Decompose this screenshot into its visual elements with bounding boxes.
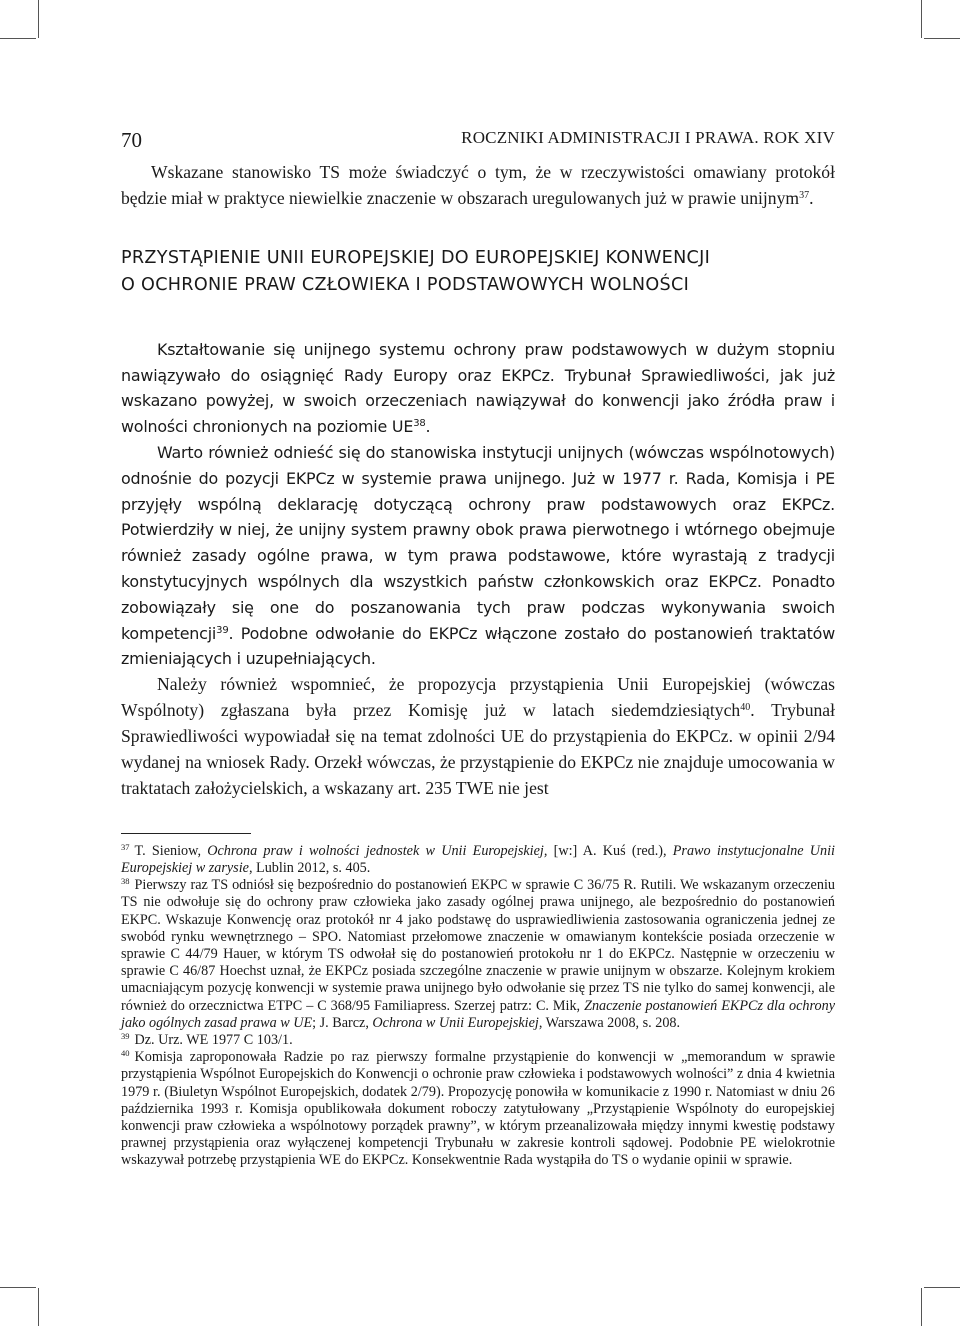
crop-mark	[921, 1288, 922, 1326]
footnote: $^{37}$ T. Sieniow, Ochrona praw i wolności jednostek w Unii Europejskiej, [w:] A. Kuś (red.), Prawo instytucjonalne Unii Europejskiej w zarysie, Lublin 2012, s. 405.	[121, 841, 835, 876]
running-title: ROCZNIKI ADMINISTRACJI I PRAWA. ROK XIV	[461, 128, 835, 147]
footnote-ref: 40	[740, 702, 751, 714]
page	[121, 128, 835, 1170]
page-number: 70	[121, 128, 142, 152]
crop-mark	[0, 38, 36, 39]
sans-block	[121, 337, 835, 672]
crop-mark	[0, 1287, 36, 1288]
section-heading	[121, 245, 835, 299]
heading-line: O OCHRONIE PRAW CZŁOWIEKA I PODSTAWOWYCH WOLNOŚCI	[121, 274, 690, 295]
crop-mark	[924, 1287, 960, 1288]
intro-paragraph: Wskazane stanowisko TS może świadczyć o tym, że w rzeczywistości omawiany protokół będzie miał w praktyce niewielkie znaczenie w obszarach uregulowanych już w prawie unijnym$^{37}$.	[121, 162, 835, 208]
footnotes	[121, 843, 835, 1170]
crop-mark	[38, 1288, 39, 1326]
paragraph: Należy również wspomnieć, że propozycja przystąpienia Unii Europejskiej (wówczas Wspólnoty) zgłaszana była przez Komisję już w latach siedemdziesiątych$^{40}$. Trybunał Sprawiedliwości wypowiadał się na temat zdolności UE do przystąpienia do EKPCz. w opinii 2/94 wydanej na wniosek Rady. Orzekł wówczas, że przystąpienie do EKPCz nie znajduje umocowania w traktatach założycielskich, a wskazany art. 235 TWE nie jest	[121, 674, 835, 798]
crop-mark	[921, 0, 922, 38]
heading-line: PRZYSTĄPIENIE UNII EUROPEJSKIEJ DO EUROPEJSKIEJ KONWENCJI	[121, 247, 711, 268]
paragraph: Warto również odnieść się do stanowiska instytucji unijnych (wówczas wspólnotowych) odnośnie do pozycji EKPCz w systemie prawa unijnego. Już w 1977 r. Rada, Komisja i PE przyjęły wspólną deklarację dotyczącą ochrony praw podstawowych oraz EKPCz. Potwierdziły w niej, że unijny system prawny obok prawa pierwotnego i wtórnego obejmuje również zasady ogólne prawa, w tym prawa podstawowe, które wyrastają z tradycji konstytucyjnych wspólnych dla wszystkich państw członkowskich oraz EKPCz. Ponadto zobowiązały się one do poszanowania tych praw podczas wykonywania swoich kompetencji$^{39}$. Podobne odwołanie do EKPCz włączone zostało do postanowień traktatów zmieniających i uzupełniających.	[121, 443, 835, 669]
footnote-ref: 37	[799, 189, 810, 201]
body-text	[121, 160, 835, 802]
footnote: $^{39}$ Dz. Urz. WE 1977 C 103/1.	[121, 1030, 293, 1048]
page-header	[121, 128, 835, 160]
footnote-ref: 39	[216, 624, 229, 636]
footnote: $^{40}$ Komisja zaproponowała Radzie po raz pierwszy formalne przystąpienie do konwencji w „memorandum w sprawie przystąpienia Wspólnot Europejskich do Konwencji o ochronie praw człowieka i podstawowych wolności” z dnia 4 kwietnia 1979 r. (Biuletyn Wspólnot Europejskich, dodatek 2/79). Propozycję ponowiła w komunikacie z 1990 r. Natomiast w dniu 26 października 1993 r. Komisja opublikowała dokument roboczy zatytułowany „Przystąpienie Wspólnoty do europejskiej konwencji praw człowieka a wspólnotowy porządek prawny”, w którym przeanalizowała między innymi kwestię podstawy prawnej przystąpienia oraz wyłączenej kompetencji Trybunału w zakresie kontroli sądowej. Podobnie PE wielokrotnie wskazywał potrzebę przystąpienia WE do EKPCz. Konsekwentnie Rada wystąpiła do TS o wydanie opinii w sprawie.	[121, 1048, 835, 1169]
crop-mark	[38, 0, 39, 38]
crop-mark	[924, 38, 960, 39]
footnote: $^{38}$ Pierwszy raz TS odniósł się bezpośrednio do postanowień EKPC w sprawie C 36/75 R. Rutili. We wskazanym orzeczeniu TS nie odwołuje się do ochrony praw człowieka jako zasady ogólnej prawa unijnego, ale bezpośrednio do postanowień EKPC. Wskazuje Konwencję oraz protokół nr 4 jako podstawę do usprawiedliwienia zastosowania ograniczenia jednej ze swobód rynku wewnętrznego – SPO. Natomiast przełomowe znaczenie w omawianym kontekście posiada orzeczenie w sprawie C 44/79 Hauer, w którym TS odwołał się do postanowień protokołu nr 1 do EKPCz. Następnie w orzeczeniu w sprawie C 46/87 Hoechst uznał, że EKPCz posiada szczególne znaczenie w prawie unijnym w obszarze. Kolejnym krokiem umacniającym pozycję konwencji w systemie prawa unijnego było odwołanie się przez TS nie tylko do samej konwencji, ale również do orzecznictwa ETPC – C 368/95 Familiapress. Szerzej patrz: C. Mik, Znaczenie postanowień EKPCz dla ochrony jako ogólnych zasad prawa w UE; J. Barcz, Ochrona w Unii Europejskiej, Warszawa 2008, s. 208.	[121, 876, 835, 1031]
footnote-rule	[121, 833, 251, 834]
footnote-ref: 38	[413, 418, 426, 430]
paragraph: Kształtowanie się unijnego systemu ochrony praw podstawowych w dużym stopniu nawiązywało do osiągnięć Rady Europy oraz EKPCz. Trybunał Sprawiedliwości, jak już wskazano powyżej, w swoich orzeczeniach nawiązywał do konwencji jako źródła praw i wolności chronionych na poziomie UE$^{38}$.	[121, 339, 835, 437]
